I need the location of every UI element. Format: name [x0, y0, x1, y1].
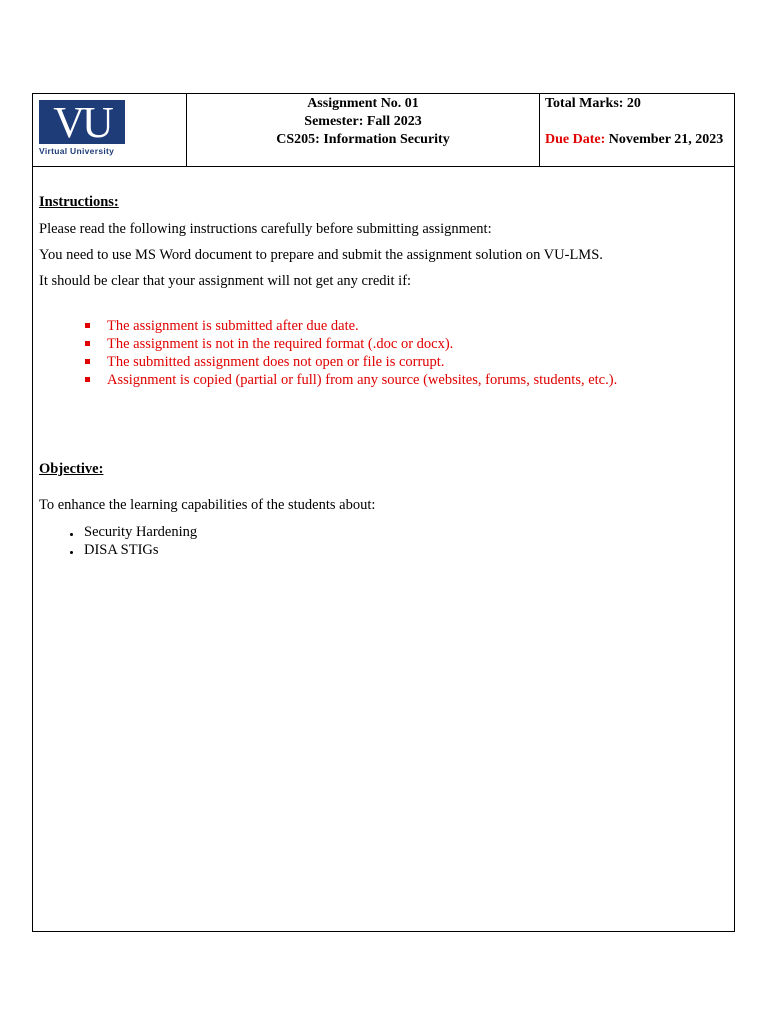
condition-text: Assignment is copied (partial or full) from any source (websites, forums, students, etc.).	[107, 372, 618, 388]
logo-caption: Virtual University	[39, 146, 115, 156]
square-bullet-icon	[85, 323, 90, 328]
list-item	[69, 523, 197, 541]
instruction-line: You need to use MS Word document to prepare and submit the assignment solution on VU-LMS.	[39, 247, 603, 263]
logo-cell	[33, 94, 187, 166]
dot-bullet-icon	[70, 533, 73, 536]
marks-due-cell	[540, 94, 734, 166]
due-date-value: November 21, 2023	[608, 132, 724, 147]
condition-text: The assignment is submitted after due date.	[107, 318, 359, 334]
list-item	[81, 353, 617, 371]
instruction-line: Please read the following instructions carefully before submitting assignment:	[39, 221, 492, 237]
assignment-info-cell	[187, 94, 540, 167]
assignment-number: Assignment No. 01	[307, 96, 419, 111]
objective-list	[69, 523, 197, 559]
semester: Semester: Fall 2023	[304, 114, 422, 129]
objective-heading: Objective:	[39, 461, 104, 477]
list-item	[81, 335, 617, 353]
dot-bullet-icon	[70, 551, 73, 554]
header-table	[33, 94, 734, 167]
due-date-label: Due Date:	[545, 132, 606, 147]
condition-text: The assignment is not in the required format (.doc or docx).	[107, 336, 454, 352]
objective-item-text: Security Hardening	[84, 524, 198, 540]
university-logo	[39, 100, 127, 160]
list-item	[81, 317, 617, 335]
conditions-list	[81, 317, 617, 389]
logo-mark: VU	[39, 100, 125, 144]
condition-text: The submitted assignment does not open or file is corrupt.	[107, 354, 445, 370]
course-title: CS205: Information Security	[276, 132, 450, 147]
objective-intro: To enhance the learning capabilities of the students about:	[39, 497, 376, 513]
square-bullet-icon	[85, 341, 90, 346]
due-date	[545, 131, 734, 149]
square-bullet-icon	[85, 377, 90, 382]
square-bullet-icon	[85, 359, 90, 364]
instructions-heading: Instructions:	[39, 194, 119, 210]
total-marks: Total Marks: 20	[545, 96, 641, 111]
objective-item-text: DISA STIGs	[84, 542, 159, 558]
instruction-line: It should be clear that your assignment will not get any credit if:	[39, 273, 412, 289]
assignment-document	[32, 93, 735, 932]
list-item	[69, 541, 197, 559]
list-item	[81, 371, 617, 389]
